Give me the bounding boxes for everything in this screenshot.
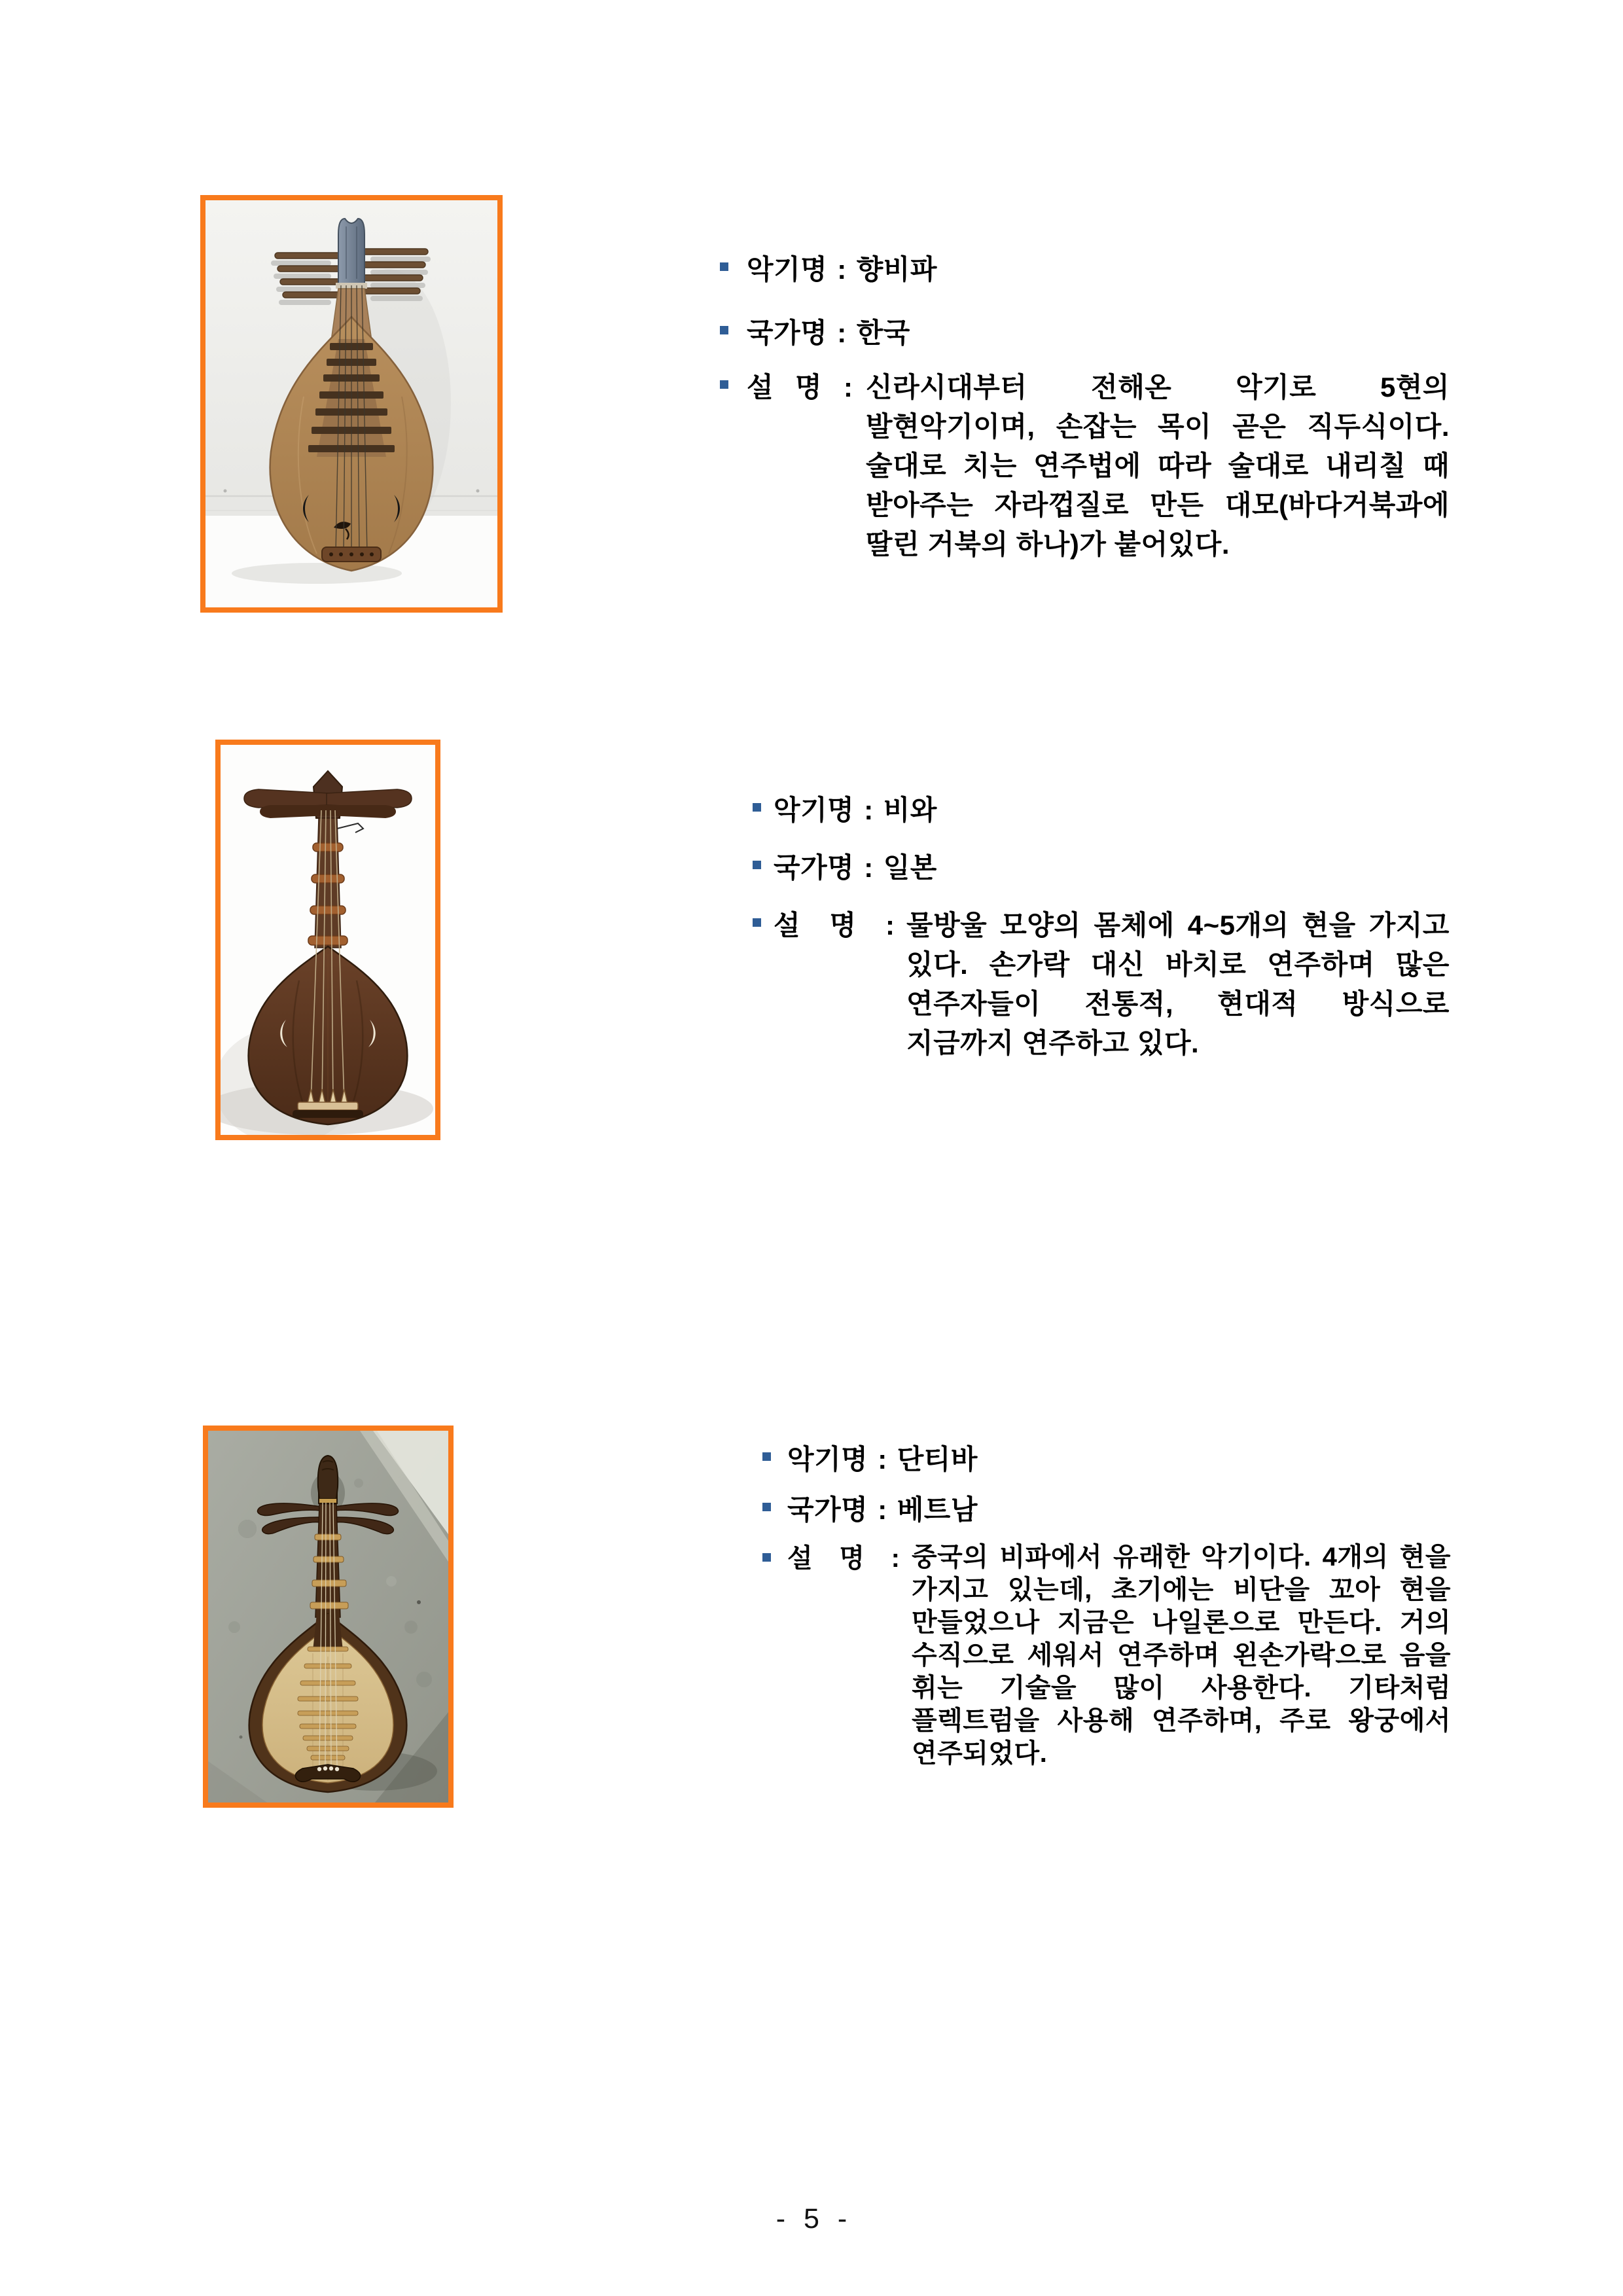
biwa-photo xyxy=(221,745,435,1135)
bullet-icon xyxy=(720,380,728,389)
description-row xyxy=(762,1541,1451,1770)
instrument-name-row xyxy=(762,1440,1451,1479)
bullet-icon xyxy=(762,1503,771,1511)
photo-frame-hyangbipa xyxy=(200,195,503,613)
description-text: 물방울 모양의 몸체에 4~5개의 현을 가지고 있다. 손가락 대신 바치로 연주하며 많은 연주자들이 전통적, 현대적 방식으로 지금까지 연주하고 있다. xyxy=(906,910,1450,1058)
country-name-row xyxy=(753,848,1450,888)
description-label: 설 명 : xyxy=(747,372,853,403)
section-hyangbipa-text xyxy=(720,250,1450,564)
description-label: 설 명 : xyxy=(774,910,895,941)
hyangbipa-photo xyxy=(205,200,497,607)
dan-ty-ba-photo xyxy=(208,1431,448,1803)
country-name-line: 국가명 : 베트남 xyxy=(787,1494,978,1525)
country-name-row xyxy=(762,1490,1451,1530)
description-row xyxy=(720,368,1450,564)
bullet-icon xyxy=(753,803,761,812)
photo-frame-biwa xyxy=(215,740,440,1140)
bullet-icon xyxy=(762,1553,771,1562)
section-biwa-text xyxy=(753,791,1450,1063)
section-dan-ty-ba-text xyxy=(762,1440,1451,1770)
bullet-icon xyxy=(720,262,728,271)
country-name-line: 국가명 : 한국 xyxy=(747,317,910,348)
country-name-row xyxy=(720,314,1450,353)
description-text: 중국의 비파에서 유래한 악기이다. 4개의 현을 가지고 있는데, 초기에는 비단을 꼬아 현을 만들었으나 지금은 나일론으로 만든다. 거의 수직으로 세워서 연주하며 왼손가락으로 음을 휘는 기술을 많이 사용한다. 기타처럼 플렉트럼을 사용해 연주하며, 주로 왕궁에서 연주되었다. xyxy=(912,1543,1451,1768)
instrument-name-line: 악기명 : 향비파 xyxy=(747,254,937,285)
instrument-name-row xyxy=(753,791,1450,830)
country-name-line: 국가명 : 일본 xyxy=(774,852,937,883)
bullet-icon xyxy=(753,861,761,869)
bullet-icon xyxy=(762,1452,771,1461)
description-label: 설 명 : xyxy=(787,1544,900,1573)
instrument-name-row xyxy=(720,250,1450,289)
description-text: 신라시대부터 전해온 악기로 5현의 발현악기이며, 손잡는 목이 곧은 직두식이다. 술대로 치는 연주법에 따라 술대로 내리칠 때 받아주는 자라껍질로 만든 대모(바다거북과에 딸린 거북의 하나)가 붙어있다. xyxy=(866,372,1450,560)
instrument-name-line: 악기명 : 비와 xyxy=(774,795,937,825)
bullet-icon xyxy=(720,326,728,334)
page-number: - 5 - xyxy=(776,2203,847,2234)
description-row xyxy=(753,906,1450,1063)
instrument-name-line: 악기명 : 단티바 xyxy=(787,1444,978,1475)
bullet-icon xyxy=(753,918,761,927)
photo-frame-dan-ty-ba xyxy=(203,1426,454,1808)
